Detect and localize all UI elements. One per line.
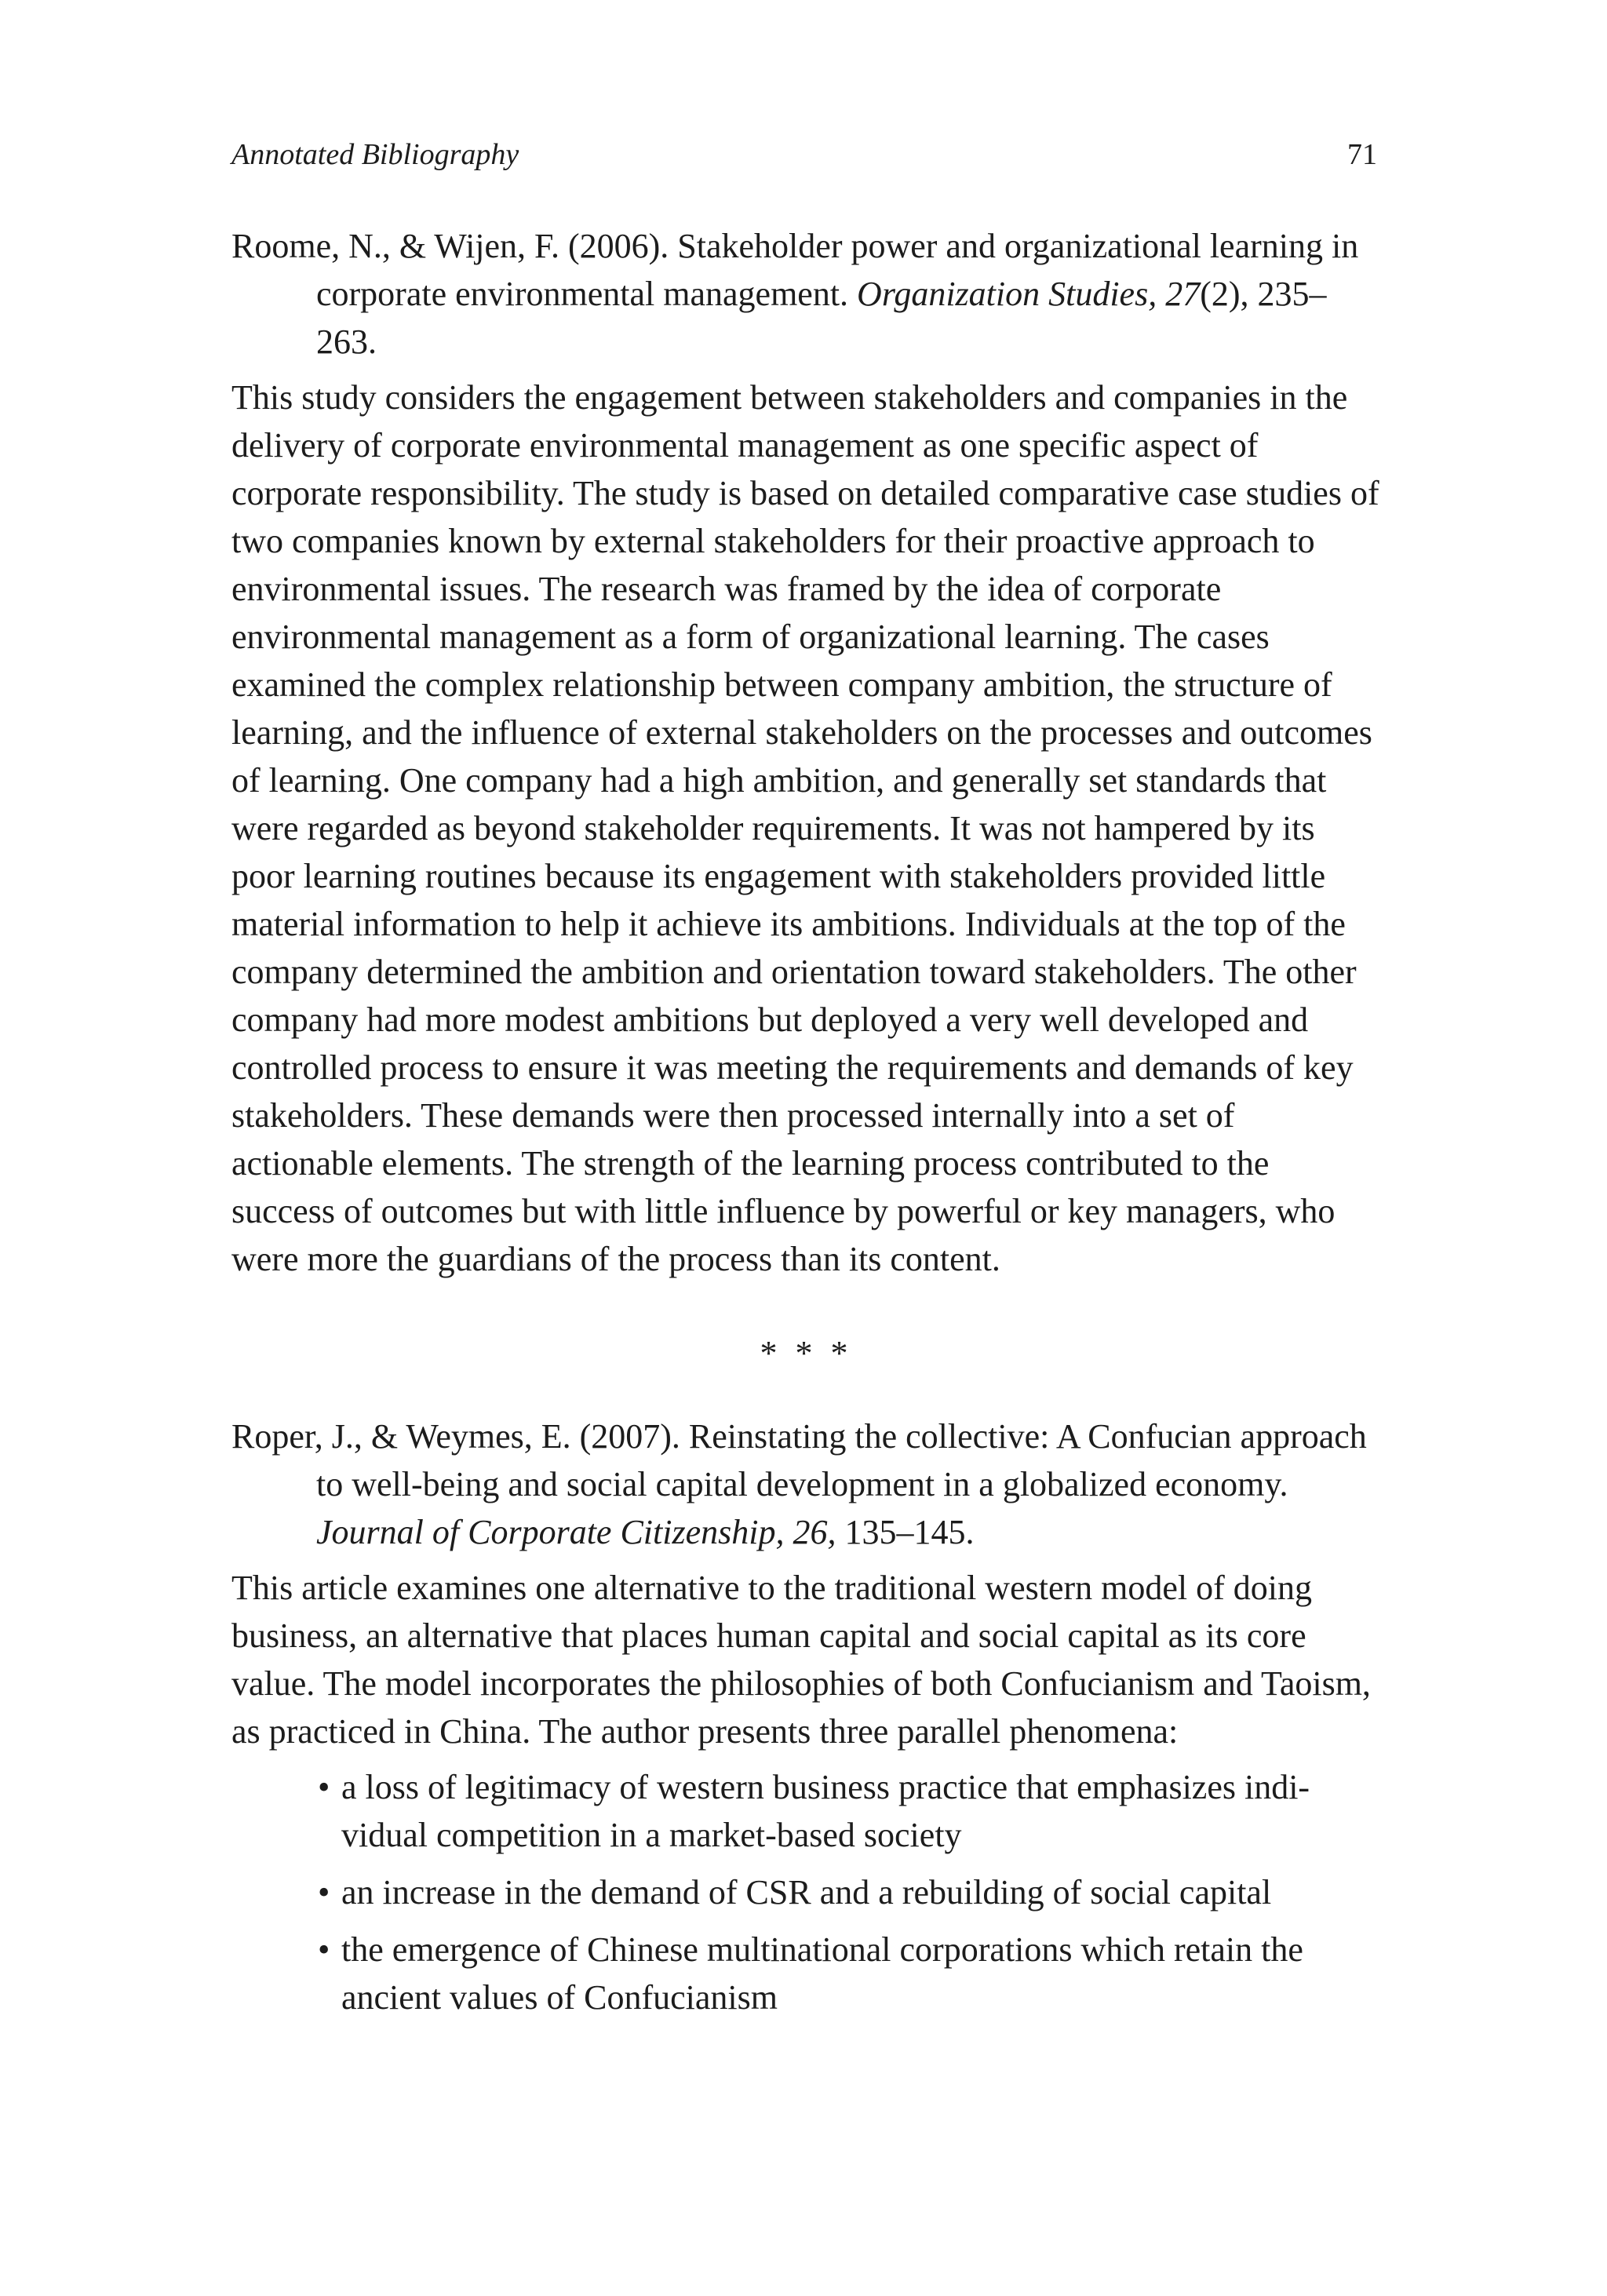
list-item bbox=[318, 1763, 1381, 1859]
phenomena-list bbox=[231, 1763, 1381, 2021]
running-head bbox=[231, 137, 1377, 181]
list-item-text: the emergence of Chinese multinational corporations which retain the ancient values of Confucianism bbox=[341, 1930, 1303, 2017]
bullet-icon: • bbox=[318, 1930, 330, 1969]
citation-pages: 135–145. bbox=[844, 1513, 975, 1551]
journal-title: Organization Studies, bbox=[857, 275, 1157, 313]
citation-text: Roome, N., & Wijen, F. (2006). Stakeholder power and organizational learning in corporate environmental management. bbox=[231, 227, 1359, 313]
list-item-text: an increase in the demand of CSR and a rebuilding of social capital bbox=[341, 1873, 1272, 1912]
abstract-entry-2: This article examines one alternative to the traditional western model of doing business, an alternative that places human capital and social capital as its core value. The model incorporates the philosophies of both Confucianism and Taoism, as practiced in China. The author presents three parallel phenomena: bbox=[231, 1569, 1371, 1751]
citation-text: Roper, J., & Weymes, E. (2007). Reinstating the collective: A Confucian approach to well-being and social capital development in a globalized economy. bbox=[231, 1417, 1367, 1503]
list-item-text: a loss of legitimacy of western business practice that emphasizes indi-vidual competition in a market-based society bbox=[341, 1768, 1310, 1854]
citation-entry-2 bbox=[231, 1412, 1381, 1556]
issue-pages: (2), 235–263. bbox=[316, 275, 1327, 361]
bullet-icon: • bbox=[318, 1768, 330, 1806]
list-item bbox=[318, 1926, 1381, 2021]
list-item bbox=[318, 1868, 1381, 1916]
journal-volume: 27 bbox=[1165, 275, 1201, 313]
bullet-icon: • bbox=[318, 1873, 330, 1912]
abstract-entry-1: This study considers the engagement between stakeholders and companies in the delivery of corporate environmental management as one specific aspect of corporate responsibility. The study is based on detailed comparative case studies of two companies known by external stakeholders for their proactive approach to environmental issues. The research was framed by the idea of corporate environmental management as a form of organizational learning. The cases examined the complex relationship between company ambition, the structure of learning, and the influence of external stakeholders on the processes and outcomes of learning. One company had a high ambition, and generally set standards that were regarded as beyond stakeholder requirements. It was not hampered by its poor learning routines because its engagement with stakeholders provided little material information to help it achieve its ambitions. Individuals at the top of the company determined the ambition and orientation toward stakeholders. The other company had more modest ambitions but deployed a very well developed and controlled process to ensure it was meeting the requirements and demands of key stakeholders. These demands were then processed internally into a set of actionable elements. The strength of the learning process contributed to the success of outcomes but with little influence by powerful or key managers, who were more the guardians of the process than its content. bbox=[231, 378, 1379, 1278]
citation-entry-1 bbox=[231, 222, 1381, 366]
page-number: 71 bbox=[1347, 138, 1377, 171]
journal-title-volume: Journal of Corporate Citizenship, 26, bbox=[316, 1513, 836, 1551]
section-separator: * * * bbox=[760, 1334, 853, 1372]
page-body bbox=[231, 222, 1381, 2031]
running-title: Annotated Bibliography bbox=[231, 138, 519, 171]
